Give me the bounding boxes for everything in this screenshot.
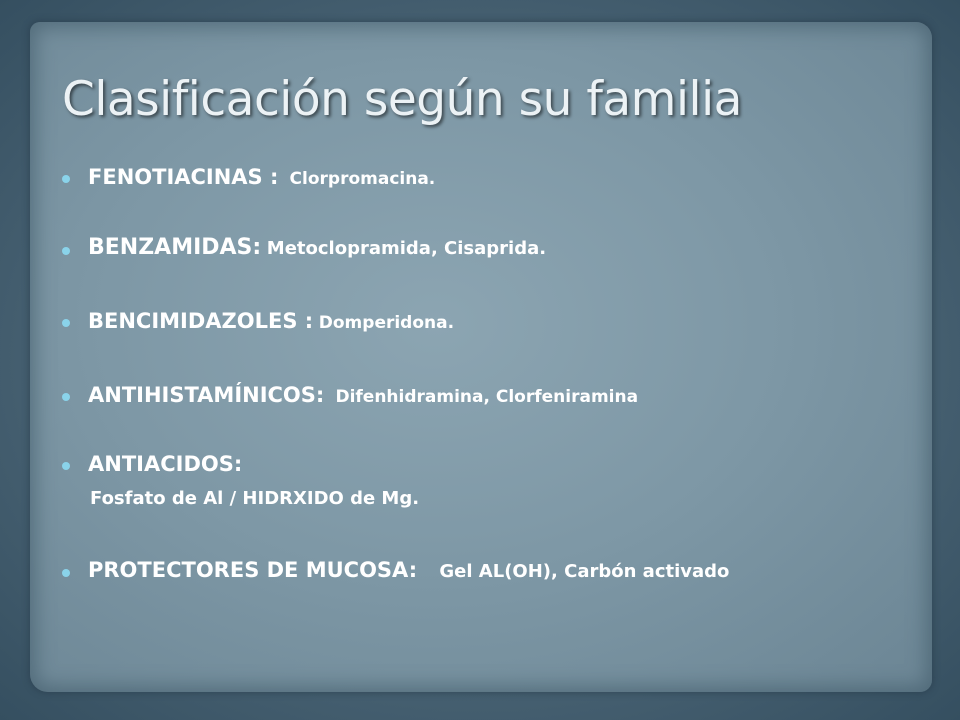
bullet-category: PROTECTORES DE MUCOSA: [88, 558, 418, 582]
bullet-category: BENCIMIDAZOLES : [88, 309, 314, 333]
bullet-category: ANTIACIDOS: [88, 452, 243, 476]
bullet-icon [62, 569, 70, 577]
bullet-icon [62, 393, 70, 401]
bullet-category: ANTIHISTAMÍNICOS: [88, 383, 325, 407]
bullet-text [88, 452, 242, 476]
bullet-icon [62, 319, 70, 327]
bullet-text [88, 309, 454, 333]
bullet-examples: Clorpromacina. [289, 169, 436, 189]
bullet-icon [62, 462, 70, 470]
bullet-examples: Difenhidramina, Clorfeniramina [335, 387, 639, 407]
bullet-text [88, 235, 546, 260]
bullet-examples: Gel AL(OH), Carbón activado [439, 561, 730, 582]
bullet-examples: Domperidona. [318, 313, 455, 333]
bullet-icon [62, 175, 70, 183]
bullet-category: FENOTIACINAS : [88, 165, 279, 189]
slide-title: Clasificación según su familia [62, 72, 742, 127]
bullet-text [88, 558, 729, 582]
bullet-text [88, 383, 638, 407]
bullet-icon [62, 247, 70, 255]
bullet-text [88, 165, 435, 189]
bullet-examples: Metoclopramida, Cisaprida. [266, 238, 547, 259]
bullet-category: BENZAMIDAS: [88, 235, 262, 260]
bullet-continuation: Fosfato de Al / HIDRXIDO de Mg. [90, 488, 420, 509]
